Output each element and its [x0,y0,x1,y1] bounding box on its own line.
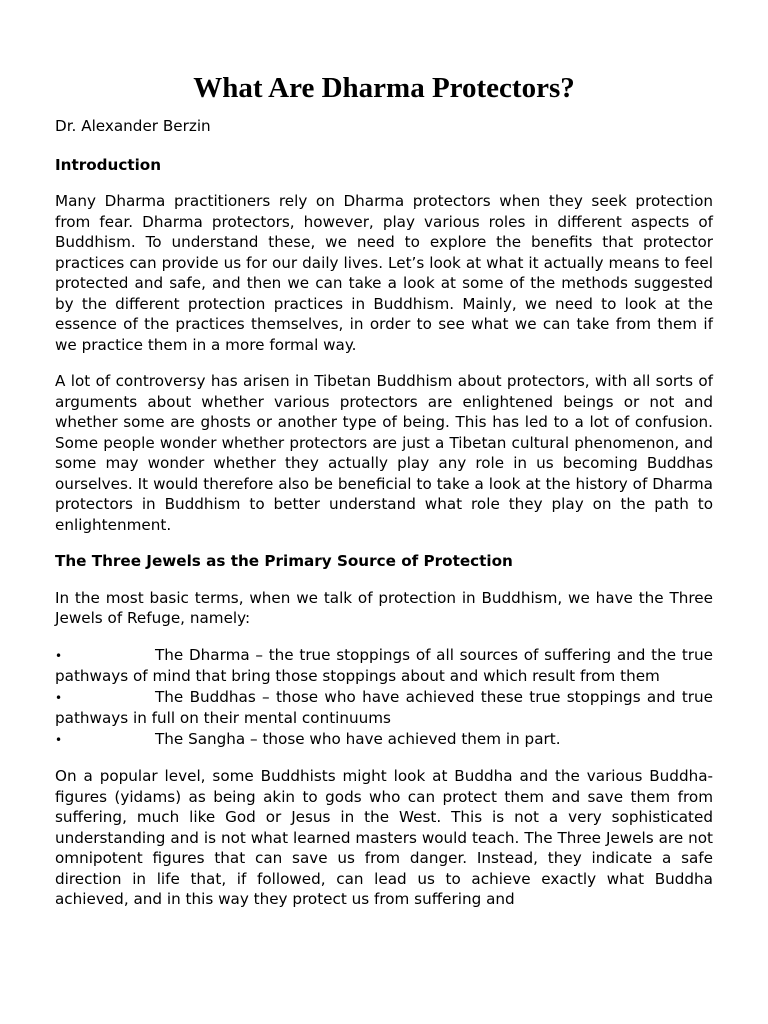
document-title: What Are Dharma Protectors? [193,72,575,104]
list-item [55,645,713,687]
list-item-text: The Buddhas – those who have achieved these true stoppings and true pathways in full on their mental continuums [55,687,713,727]
bullet-icon: • [55,690,63,705]
section-heading-introduction: Introduction [55,155,162,174]
paragraph: Many Dharma practitioners rely on Dharma protectors when they seek protection from fear. Dharma protectors, however, play various roles in different aspects of Buddhism. To understand these, we need to explore the benefits that protector practices can provide us for our daily lives. Let’s look at what it actually means to feel protected and safe, and then we can take a look at some of the methods suggested by the different protection practices in Buddhism. Mainly, we need to look at the essence of the practices themselves, in order to see what we can take from them if we practice them in a more formal way. [55,192,713,354]
document-page [55,70,713,926]
paragraph: On a popular level, some Buddhists might look at Buddha and the various Buddha-figures (yidams) as being akin to gods who can protect them and save them from suffering, much like God or Jesus in the West. This is not a very sophisticated understanding and is not what learned masters would teach. The Three Jewels are not omnipotent figures that can save us from danger. Instead, they indicate a safe direction in life that, if followed, can lead us to achieve exactly what Buddha achieved, and in this way they protect us from suffering and [55,767,713,908]
bullet-icon: • [55,648,63,663]
bullet-icon: • [55,732,63,747]
paragraph: A lot of controversy has arisen in Tibetan Buddhism about protectors, with all sorts of arguments about whether various protectors are enlightened beings or not and whether some are ghosts or another type of being. This has led to a lot of confusion. Some people wonder whether protectors are just a Tibetan cultural phenomenon, and some may wonder whether they actually play any role in us becoming Buddhas ourselves. It would therefore also be beneficial to take a look at the history of Dharma protectors in Buddhism to better understand what role they play on the path to enlightenment. [55,372,713,534]
list-item [55,687,713,729]
paragraph: In the most basic terms, when we talk of protection in Buddhism, we have the Three Jewels of Refuge, namely: [55,588,713,627]
three-jewels-list [55,645,713,751]
list-item-text: The Sangha – those who have achieved them in part. [155,729,561,748]
author-name: Dr. Alexander Berzin [55,117,211,135]
list-item-text: The Dharma – the true stoppings of all sources of suffering and the true pathways of mind that bring those stoppings about and which result from them [55,645,713,685]
list-item [55,729,713,751]
section-heading-three-jewels: The Three Jewels as the Primary Source of Protection [55,552,513,570]
